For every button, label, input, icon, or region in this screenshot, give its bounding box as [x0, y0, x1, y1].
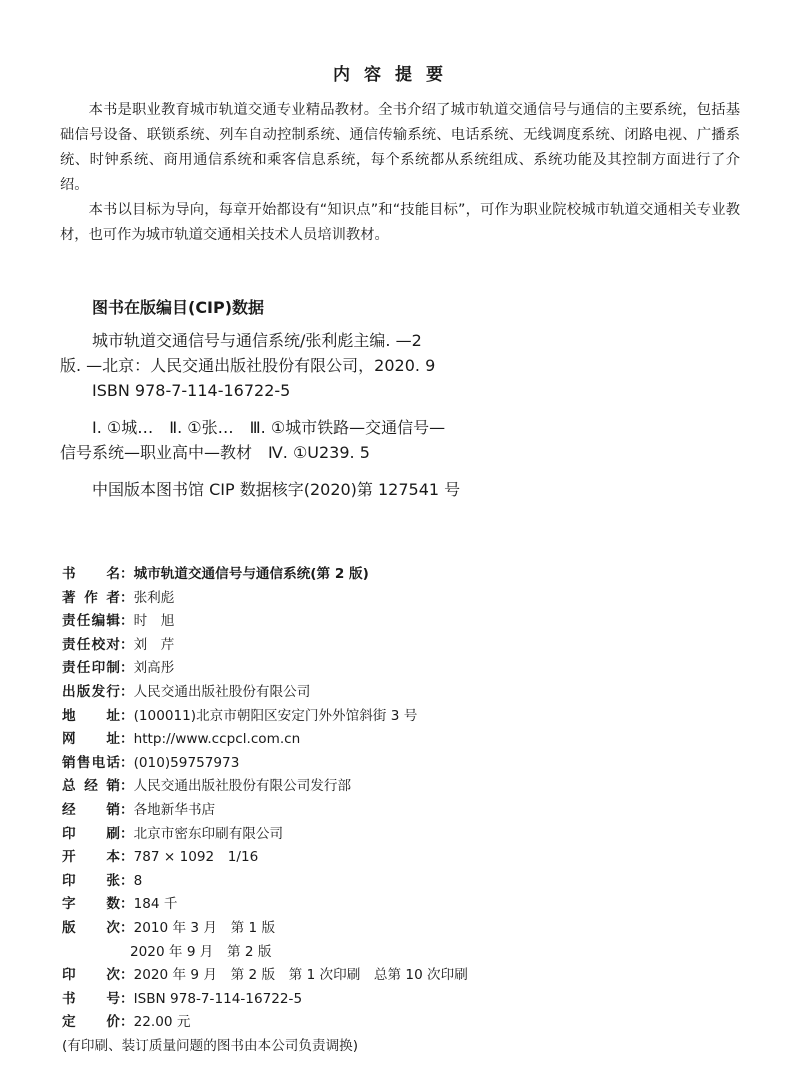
colophon-value: 22.00 元 [133, 1014, 191, 1031]
colophon-value: 人民交通出版社股份有限公司 [133, 683, 311, 700]
label-char: 任 [76, 636, 91, 653]
colophon-value: 2020 年 9 月 第 2 版 第 1 次印刷 总第 10 次印刷 [133, 967, 468, 984]
colophon-label [62, 634, 120, 658]
colophon-colon: ： [120, 731, 134, 748]
label-char: 责 [62, 613, 76, 630]
colophon-label [62, 563, 120, 587]
cip-line: ISBN 978-7-114-16722-5 [92, 381, 291, 400]
label-char: 辑 [106, 613, 120, 630]
label-char: 责 [62, 660, 76, 677]
label-char: 任 [76, 660, 91, 677]
colophon-row [62, 634, 740, 658]
label-char: 校 [91, 636, 106, 653]
label-char: 开 [62, 849, 76, 866]
colophon-row [62, 964, 740, 988]
label-char: 制 [106, 660, 120, 677]
label-char: 著 [62, 589, 76, 606]
colophon-colon: ： [120, 754, 134, 771]
colophon-colon: ： [120, 801, 134, 818]
colophon-label [62, 681, 120, 705]
summary-paragraph: 本书是职业教育城市轨道交通专业精品教材。全书介绍了城市轨道交通信号与通信的主要系统，包括基础信号设备、联锁系统、列车自动控制系统、通信传输系统、电话系统、无线调度系统、闭路电视、广播系统、时钟系统、商用通信系统和乘客信息系统，每个系统都从系统组成、系统功能及其控制方面进行了介绍。 [60, 102, 740, 193]
colophon-colon [120, 941, 130, 965]
colophon-row [62, 752, 740, 776]
colophon-colon: ： [120, 825, 134, 842]
colophon-value: http://www.ccpcl.com.cn [133, 731, 301, 748]
colophon-label [62, 823, 120, 847]
label-char: 版 [62, 919, 76, 936]
cip-line: 版. —北京：人民交通出版社股份有限公司，2020. 9 [60, 356, 436, 375]
cip-line: Ⅰ. ①城… Ⅱ. ①张… Ⅲ. ①城市铁路—交通信号— [92, 418, 446, 437]
colophon-colon: ： [120, 896, 134, 913]
label-char: 发 [91, 683, 106, 700]
colophon-value: 2020 年 9 月 第 2 版 [130, 943, 272, 960]
label-char: 定 [62, 1014, 76, 1031]
colophon-label [62, 799, 120, 823]
label-char: 经 [84, 778, 98, 795]
summary-title: 内容提要 [333, 65, 457, 85]
label-char: 行 [106, 683, 120, 700]
colophon-label [62, 893, 120, 917]
colophon-colon: ： [120, 1014, 134, 1031]
label-char: 数 [106, 896, 120, 913]
label-char: 者 [106, 589, 120, 606]
colophon-value: 787 × 1092 1/16 [133, 849, 259, 866]
colophon-value: 时 旭 [133, 613, 175, 630]
colophon-row [62, 563, 740, 587]
colophon-label [62, 941, 120, 965]
summary-text [60, 98, 740, 248]
colophon-value: 张利彪 [133, 589, 175, 606]
colophon-value: ISBN 978-7-114-16722-5 [133, 990, 303, 1007]
colophon-value: 刘高彤 [133, 660, 175, 677]
cip-heading: 图书在版编目(CIP)数据 [92, 298, 265, 317]
colophon-value: 刘 芹 [133, 636, 175, 653]
label-char: 编 [91, 613, 106, 630]
colophon-value: 8 [133, 872, 143, 889]
label-char: 经 [62, 801, 76, 818]
colophon-label [62, 917, 120, 941]
colophon-value: 各地新华书店 [133, 801, 216, 818]
colophon-colon: ： [120, 636, 134, 653]
colophon-value: (100011)北京市朝阳区安定门外外馆斜街 3 号 [133, 707, 418, 724]
label-char: 字 [62, 896, 76, 913]
label-char: 址 [106, 707, 120, 724]
colophon-value: 2010 年 3 月 第 1 版 [133, 919, 276, 936]
label-char: 印 [91, 660, 106, 677]
colophon-label [62, 752, 120, 776]
colophon-label [62, 587, 120, 611]
colophon-colon: ： [120, 589, 134, 606]
label-char: 书 [62, 566, 76, 582]
colophon-row [62, 870, 740, 894]
label-char: 价 [106, 1014, 120, 1031]
label-char: 销 [106, 801, 120, 818]
colophon-colon: ： [120, 872, 134, 889]
colophon-row [62, 775, 740, 799]
colophon-rows [62, 563, 740, 1035]
label-char: 销 [62, 754, 76, 771]
label-char: 次 [106, 967, 120, 984]
label-char: 总 [62, 778, 76, 795]
colophon-row [62, 799, 740, 823]
label-char: 地 [62, 707, 76, 724]
cip-block [60, 328, 740, 502]
label-char: 任 [76, 613, 91, 630]
colophon-row [62, 988, 740, 1012]
colophon-value: 184 千 [133, 896, 178, 913]
label-char: 号 [106, 990, 120, 1007]
colophon-colon: ： [120, 683, 134, 700]
colophon-label [62, 728, 120, 752]
colophon-row [62, 681, 740, 705]
label-char: 本 [106, 849, 120, 866]
colophon-colon: ： [120, 778, 134, 795]
colophon-colon: ： [120, 849, 134, 866]
colophon-colon: ： [120, 707, 134, 724]
colophon-label [62, 1011, 120, 1035]
cip-line: 信号系统—职业高中—教材 Ⅳ. ①U239. 5 [60, 443, 370, 462]
cip-line: 城市轨道交通信号与通信系统/张利彪主编. —2 [92, 331, 422, 350]
colophon-row [62, 893, 740, 917]
label-char: 刷 [106, 825, 120, 842]
label-char: 址 [106, 731, 120, 748]
colophon-row [62, 610, 740, 634]
colophon-row [62, 846, 740, 870]
colophon-label [62, 846, 120, 870]
label-char: 出 [62, 683, 76, 700]
colophon-row [62, 917, 740, 941]
colophon-label [62, 657, 120, 681]
label-char: 印 [62, 967, 76, 984]
colophon [62, 563, 740, 1058]
colophon-value: (010)59757973 [133, 754, 240, 771]
label-char: 售 [76, 754, 91, 771]
colophon-note: (有印刷、装订质量问题的图书由本公司负责调换) [62, 1037, 359, 1054]
label-char: 张 [106, 872, 120, 889]
label-char: 次 [106, 919, 120, 936]
summary-paragraph: 本书以目标为导向，每章开始都设有“知识点”和“技能目标”，可作为职业院校城市轨道交通相关专业教材，也可作为城市轨道交通相关技术人员培训教材。 [60, 202, 740, 243]
label-char: 网 [62, 731, 76, 748]
colophon-row [62, 657, 740, 681]
colophon-colon: ： [120, 990, 134, 1007]
colophon-value: 人民交通出版社股份有限公司发行部 [133, 778, 352, 795]
colophon-label [62, 870, 120, 894]
colophon-label [62, 610, 120, 634]
colophon-label [62, 705, 120, 729]
colophon-label [62, 775, 120, 799]
colophon-value: 城市轨道交通信号与通信系统(第 2 版) [133, 566, 369, 582]
label-char: 作 [84, 589, 98, 606]
colophon-colon: ： [120, 919, 134, 936]
colophon-row [62, 587, 740, 611]
cip-line: 中国版本图书馆 CIP 数据核字(2020)第 127541 号 [92, 480, 461, 499]
label-char: 电 [91, 754, 106, 771]
colophon-colon: ： [120, 967, 134, 984]
colophon-colon: ： [120, 566, 134, 582]
colophon-label [62, 988, 120, 1012]
colophon-colon: ： [120, 660, 134, 677]
colophon-row [62, 941, 740, 965]
colophon-colon: ： [120, 613, 134, 630]
colophon-label [62, 964, 120, 988]
colophon-value: 北京市密东印刷有限公司 [133, 825, 284, 842]
label-char: 版 [76, 683, 91, 700]
label-char: 印 [62, 825, 76, 842]
label-char: 书 [62, 990, 76, 1007]
label-char: 责 [62, 636, 76, 653]
label-char: 对 [106, 636, 120, 653]
label-char: 印 [62, 872, 76, 889]
label-char: 名 [106, 566, 120, 582]
label-char: 销 [106, 778, 120, 795]
label-char: 话 [106, 754, 120, 771]
colophon-row [62, 1011, 740, 1035]
colophon-row [62, 728, 740, 752]
colophon-row [62, 823, 740, 847]
colophon-row [62, 705, 740, 729]
